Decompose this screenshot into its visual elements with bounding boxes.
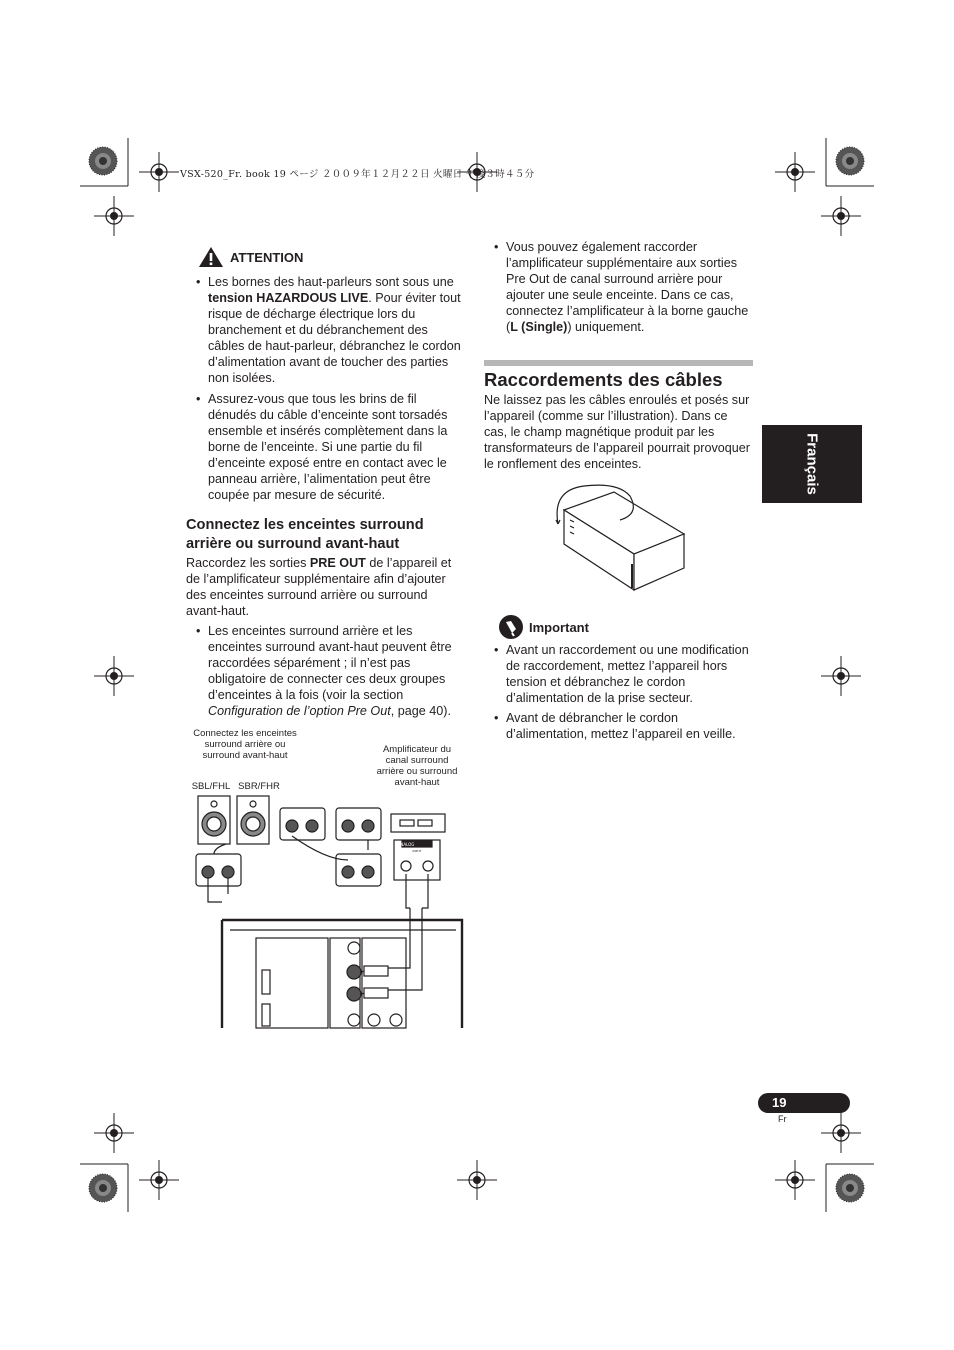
page-language: Fr [778, 1114, 787, 1124]
attention-heading [198, 246, 462, 268]
attention-item: • Assurez-vous que tous les brins de fil dénudés du câble d’enceinte sont torsadés ensemble et insérés complètement dans la borne de l’enceinte. Si une partie du fil d’enceinte exposé entre en contact avec le panneau arrière, l’alimentation peut être coupée par mesure de sécurité. [186, 391, 462, 503]
important-item: • Avant de débrancher le cordon d’alimentation, mettez l’appareil en veille. [484, 710, 760, 742]
warning-triangle-icon [198, 246, 224, 268]
page-number: 19 [772, 1095, 787, 1110]
surround-bullets [186, 623, 462, 723]
amplifier-icon [391, 814, 445, 880]
language-tab-label: Français [803, 433, 821, 495]
attention-item: • Les bornes des haut-parleurs sont sous une tension HAZARDOUS LIVE. Pour éviter tout risque de décharge électrique lors du branchement et du débranchement des câbles de haut-parleur, débranchez le cordon d’alimentation avant de toucher des parties non isolées. [186, 274, 462, 386]
right-top-bullets [484, 239, 756, 339]
speaker-right-icon [237, 796, 269, 844]
surround-intro: Raccordez les sorties PRE OUT de l’appareil et de l’amplificateur supplémentaire afin d’ajouter des enceintes surround arrière ou surround avant-haut. [186, 556, 452, 618]
section-divider [484, 360, 753, 366]
important-icon [498, 614, 524, 640]
attention-list [186, 274, 462, 503]
cables-section-title: Raccordements des câbles [484, 369, 723, 390]
diagram-label-amp: Amplificateur du canal surround arrière ou surround avant-haut [376, 744, 458, 788]
diagram-label-sbl: SBL/FHL [191, 781, 231, 792]
diagram-label-analog: ANALOG [397, 842, 415, 847]
speaker-left-icon [198, 796, 230, 844]
diagram-label-connect: Connectez les enceintes surround arrière ou surround avant-haut [193, 728, 297, 761]
attention-block [186, 246, 462, 507]
important-heading [498, 614, 589, 640]
language-tab [762, 425, 862, 503]
pre-out-single-item: • Vous pouvez également raccorder l’amplificateur supplémentaire aux sorties Pre Out de canal surround arrière pour ajouter une seule enceinte. Dans ce cas, connectez l’amplificateur à la borne gauche (L (Single)) uniquement. [484, 239, 756, 335]
coiled-cable-illustration [548, 480, 693, 595]
surround-heading: Connectez les enceintes surround arrière ou surround avant-haut [186, 517, 424, 552]
important-list [484, 642, 760, 746]
surround-item: • Les enceintes surround arrière et les enceintes surround avant-haut peuvent être raccordées séparément ; il n’est pas obligatoire de connecter ces deux groupes d’enceintes à la fois (voir la section Configuration de l’option Pre Out, page 40). [186, 623, 462, 719]
attention-title: ATTENTION [230, 249, 304, 265]
diagram-label-input: INPUT [412, 849, 422, 853]
page-number-badge [758, 1093, 850, 1113]
cables-paragraph: Ne laissez pas les câbles enroulés et posés sur l’appareil (comme sur l’illustration). Dans ce cas, le champ magnétique produit par les transformateurs de l’appareil pourrait provoquer le ronflement des enceintes. [484, 393, 751, 471]
important-item: • Avant un raccordement ou une modification de raccordement, mettez l’appareil hors tension et débranchez le cordon d’alimentation de la prise secteur. [484, 642, 760, 706]
print-job-line: VSX-520_Fr. book 19 ページ ２００９年１２月２２日 火曜日 午後３時４５分 [180, 169, 535, 180]
diagram-label-sbr: SBR/FHR [238, 781, 280, 792]
important-title: Important [529, 619, 589, 635]
speaker-connection-diagram [186, 790, 466, 1030]
